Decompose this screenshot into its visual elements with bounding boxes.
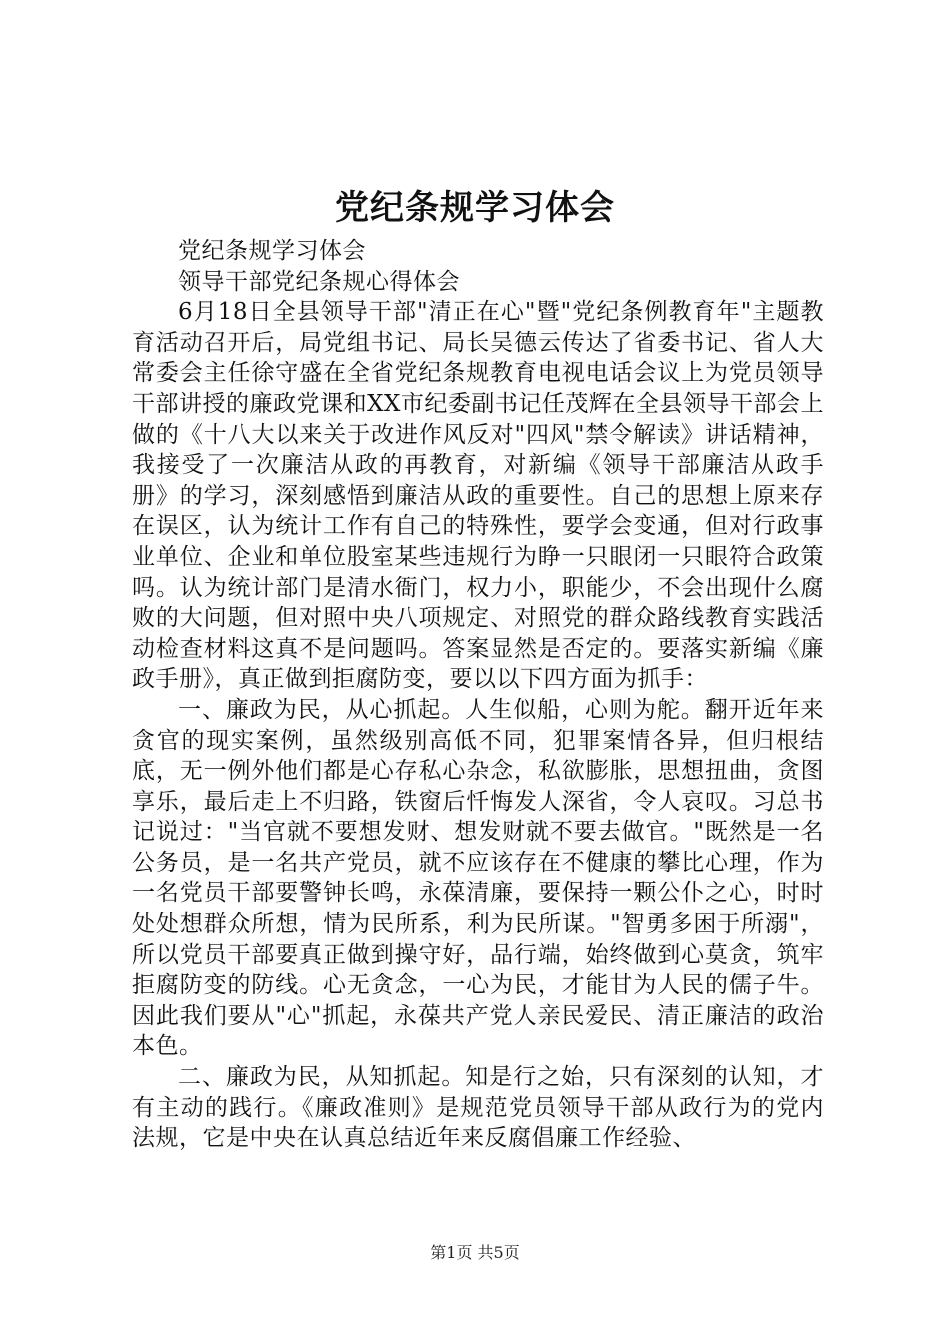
paragraph-point-two: 二、廉政为民，从知抓起。知是行之始，只有深刻的认知，才有主动的践行。《廉政准则》是规范党员领导干部从政行为的党内法规，它是中央在认真总结近年来反腐倡廉工作经验、 <box>132 1064 824 1152</box>
paragraph-point-one: 一、廉政为民，从心抓起。人生似船，心则为舵。翻开近年来贪官的现实案例，虽然级别高低不同，犯罪案情各异，但归根结底，无一例外他们都是心存私心杂念，私欲膨胀，思想扭曲，贪图享乐，最后走上不归路，铁窗后忏悔发人深省，令人哀叹。习总书记说过："当官就不要想发财、想发财就不要去做官。"既然是一名公务员，是一名共产党员，就不应该存在不健康的攀比心理，作为一名党员干部要警钟长鸣，永葆清廉，要保持一颗公仆之心，时时处处想群众所想，情为民所系，利为民所谋。"智勇多困于所溺"，所以党员干部要真正做到操守好，品行端，始终做到心莫贪，筑牢拒腐防变的防线。心无贪念，一心为民，才能甘为人民的儒子牛。因此我们要从"心"抓起，永葆共产党人亲民爱民、清正廉洁的政治本色。 <box>132 696 824 1060</box>
document-body <box>132 236 824 1154</box>
paragraph-subtitle: 党纪条规学习体会 <box>178 238 366 264</box>
page-number-footer: 第1页 共5页 <box>430 1243 520 1262</box>
paragraph-intro: 6月18日全县领导干部"清正在心"暨"党纪条例教育年"主题教育活动召开后，局党组书记、局长吴德云传达了省委书记、省人大常委会主任徐守盛在全省党纪条规教育电视电话会议上为党员领导干部讲授的廉政党课和XX市纪委副书记任茂辉在全县领导干部会上做的《十八大以来关于改进作风反对"四风"禁令解读》讲话精神，我接受了一次廉洁从政的再教育，对新编《领导干部廉洁从政手册》的学习，深刻感悟到廉洁从政的重要性。自己的思想上原来存在误区，认为统计工作有自己的特殊性，要学会变通，但对行政事业单位、企业和单位股室某些违规行为睁一只眼闭一只眼符合政策吗。认为统计部门是清水衙门，权力小，职能少，不会出现什么腐败的大问题，但对照中央八项规定、对照党的群众路线教育实践活动检查材料这真不是问题吗。答案显然是否定的。要落实新编《廉政手册》，真正做到拒腐防变，要以以下四方面为抓手： <box>132 299 824 693</box>
document-title: 党纪条规学习体会 <box>335 188 615 228</box>
paragraph-heading: 领导干部党纪条规心得体会 <box>178 268 460 295</box>
